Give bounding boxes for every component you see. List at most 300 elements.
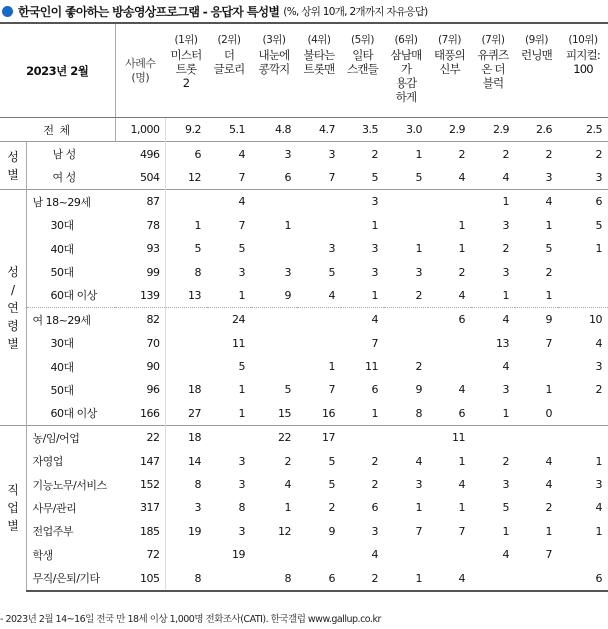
footnote: - 2023년 2월 14~16일 전국 만 18세 이상 1,000명 전화조사(CATI). 한국갤럽 www.gallup.co.kr — [0, 614, 381, 625]
value-cell — [428, 543, 471, 566]
value-cell: 4 — [341, 308, 384, 332]
value-cell: 7 — [415, 524, 423, 538]
value-cell: 12 — [188, 170, 202, 184]
value-cell: 4 — [502, 548, 510, 562]
value-cell: 5.1 — [229, 123, 246, 137]
row-label: 학생 — [32, 548, 53, 562]
value-cell: 4 — [207, 190, 251, 214]
row-label: 자영업 — [32, 455, 63, 469]
value-cell — [251, 355, 297, 378]
value-cell: 27 — [188, 406, 202, 420]
value-cell: 1 — [595, 242, 603, 256]
value-cell: 1 — [238, 288, 246, 302]
value-cell: 3 — [238, 478, 246, 492]
program-name-line: 런닝맨 — [521, 48, 552, 62]
value-cell: 1 — [384, 142, 428, 166]
program-name-line: 100 — [573, 62, 593, 76]
value-cell: 1 — [471, 190, 515, 214]
value-cell: 6 — [428, 308, 471, 332]
value-cell — [515, 566, 558, 590]
value-cell: 3 — [415, 478, 423, 492]
sample-size: 99 — [115, 260, 165, 283]
value-cell: 1 — [502, 524, 510, 538]
value-cell: 3 — [502, 383, 510, 397]
sample-size: 72 — [115, 543, 165, 566]
value-cell: 2 — [371, 454, 379, 468]
row-label: 60대 이상 — [50, 407, 97, 421]
value-cell: 2 — [558, 142, 608, 166]
value-cell: 2 — [502, 242, 510, 256]
value-cell: 8 — [251, 566, 297, 590]
program-name-line: 하게 — [395, 90, 417, 104]
value-cell: 3 — [502, 478, 510, 492]
value-cell: 7 — [238, 218, 246, 232]
value-cell: 7 — [371, 336, 379, 350]
value-cell: 7 — [545, 548, 553, 562]
row-label: 30대 — [50, 337, 74, 351]
value-cell: 1 — [545, 288, 553, 302]
program-header-4 — [297, 23, 341, 118]
value-cell: 3 — [371, 242, 379, 256]
value-cell: 13 — [496, 336, 510, 350]
program-name-line: 글로리 — [213, 62, 245, 76]
program-name-line: 불타는 — [303, 48, 335, 62]
value-cell: 2.9 — [449, 123, 466, 137]
value-cell: 1 — [384, 566, 428, 590]
value-cell — [471, 426, 515, 450]
value-cell — [165, 543, 207, 566]
value-cell: 17 — [297, 426, 341, 450]
program-header-5 — [341, 23, 384, 118]
program-header-10 — [558, 23, 608, 118]
total-label: 전 체 — [0, 118, 115, 142]
program-name-line: 태풍의 — [434, 48, 465, 62]
value-cell: 5 — [238, 360, 246, 374]
value-cell: 1 — [371, 406, 379, 420]
row-label: 기능노무/서비스 — [32, 478, 107, 492]
sample-size: 82 — [115, 308, 165, 332]
table-row — [0, 402, 608, 426]
sample-size: 70 — [115, 332, 165, 355]
row-label: 남 성 — [26, 142, 115, 166]
value-cell — [384, 543, 428, 566]
value-cell — [207, 566, 251, 590]
value-cell: 1 — [545, 218, 553, 232]
value-cell: 7 — [545, 336, 553, 350]
value-cell: 10 — [558, 308, 608, 332]
value-cell: 1 — [545, 524, 553, 538]
table-row — [0, 566, 608, 590]
program-header-9 — [515, 23, 558, 118]
program-rank: (2위) — [217, 34, 241, 46]
program-header-6 — [384, 23, 428, 118]
value-cell — [471, 566, 515, 590]
value-cell: 5 — [371, 170, 379, 184]
value-cell: 1 — [458, 454, 466, 468]
value-cell — [165, 190, 207, 214]
value-cell — [558, 284, 608, 308]
table-row — [0, 190, 608, 214]
value-cell: 6 — [458, 406, 466, 420]
value-cell: 1 — [502, 406, 510, 420]
value-cell: 4 — [371, 548, 379, 562]
program-name-line: 2 — [182, 76, 190, 90]
value-cell: 5 — [502, 501, 510, 515]
value-cell — [297, 190, 341, 214]
value-cell — [558, 426, 608, 450]
table-row — [0, 426, 608, 450]
value-cell: 4.8 — [275, 123, 292, 137]
value-cell: 1 — [458, 218, 466, 232]
value-cell: 3 — [238, 265, 246, 279]
value-cell: 3 — [595, 360, 603, 374]
row-label: 전업주부 — [32, 525, 74, 539]
value-cell: 8 — [194, 265, 202, 279]
value-cell: 22 — [251, 426, 297, 450]
value-cell: 2 — [371, 478, 379, 492]
value-cell: 4 — [515, 190, 558, 214]
bullet-dot-icon — [2, 6, 13, 17]
table-row — [0, 355, 608, 378]
value-cell: 1 — [415, 242, 423, 256]
value-cell: 4.7 — [319, 123, 336, 137]
value-cell: 3 — [545, 170, 553, 184]
value-cell — [297, 214, 341, 237]
value-cell: 1 — [371, 288, 379, 302]
sample-size: 1,000 — [115, 118, 165, 142]
table-row — [0, 308, 608, 332]
program-rank: (3위) — [262, 34, 286, 46]
value-cell — [251, 543, 297, 566]
program-name-line: 신부 — [439, 62, 460, 76]
value-cell: 3 — [297, 142, 341, 166]
value-cell — [428, 355, 471, 378]
value-cell — [558, 260, 608, 283]
value-cell — [251, 190, 297, 214]
value-cell: 4 — [458, 478, 466, 492]
value-cell: 8 — [238, 501, 246, 515]
value-cell: 3 — [415, 265, 423, 279]
value-cell: 13 — [188, 288, 202, 302]
program-header-2 — [207, 23, 251, 118]
chart-title — [0, 0, 608, 22]
table-row — [0, 449, 608, 472]
value-cell — [558, 543, 608, 566]
row-label: 40대 — [50, 242, 74, 256]
value-cell: 11 — [428, 426, 471, 450]
value-cell: 0 — [545, 406, 553, 420]
value-cell: 2.9 — [493, 123, 510, 137]
table-row — [0, 473, 608, 496]
count-unit: (명) — [131, 70, 150, 84]
value-cell: 9.2 — [185, 123, 202, 137]
table-row — [0, 142, 608, 166]
value-cell: 2 — [515, 142, 558, 166]
value-cell: 3 — [238, 454, 246, 468]
value-cell: 18 — [165, 426, 207, 450]
row-label: 30대 — [50, 219, 74, 233]
row-label: 무직/은퇴/기타 — [26, 566, 115, 590]
value-cell: 4 — [471, 308, 515, 332]
value-cell: 19 — [232, 548, 246, 562]
row-label: 40대 — [50, 360, 74, 374]
value-cell: 5 — [238, 242, 246, 256]
value-cell: 2 — [458, 265, 466, 279]
program-rank: (6위) — [394, 34, 418, 46]
table-row — [0, 284, 608, 308]
value-cell: 5 — [284, 383, 292, 397]
group-label-age-gender: 성 / 연 령 별 — [0, 190, 26, 426]
value-cell: 1 — [238, 406, 246, 420]
program-name-line: 더 — [223, 48, 235, 62]
value-cell: 16 — [322, 406, 336, 420]
value-cell: 2.5 — [586, 123, 603, 137]
value-cell: 8 — [165, 566, 207, 590]
value-cell: 3 — [284, 265, 292, 279]
value-cell — [165, 308, 207, 332]
program-rank: (4위) — [307, 34, 331, 46]
value-cell: 2 — [284, 454, 292, 468]
total-row — [0, 118, 608, 142]
program-header-8 — [471, 23, 515, 118]
program-name-line: 내눈에 — [258, 48, 290, 62]
value-cell: 1 — [238, 383, 246, 397]
sample-size: 317 — [115, 496, 165, 519]
table-row — [0, 332, 608, 355]
value-cell — [384, 332, 428, 355]
value-cell: 6 — [371, 383, 379, 397]
value-cell: 5 — [328, 478, 336, 492]
value-cell: 4 — [458, 383, 466, 397]
value-cell: 4 — [545, 454, 553, 468]
value-cell: 2 — [415, 360, 423, 374]
sample-size: 78 — [115, 214, 165, 237]
row-label: 사무/관리 — [32, 501, 77, 515]
value-cell: 3 — [595, 170, 603, 184]
value-cell — [384, 214, 428, 237]
header-row — [0, 23, 608, 118]
program-name-line: 미스터 — [170, 48, 202, 62]
value-cell: 9 — [328, 524, 336, 538]
program-name-line: 콩깍지 — [258, 62, 290, 76]
value-cell: 1 — [328, 360, 336, 374]
sample-size: 504 — [115, 166, 165, 190]
program-name-line: 스캔들 — [347, 62, 378, 76]
value-cell: 3.0 — [406, 123, 423, 137]
value-cell — [341, 426, 384, 450]
value-cell: 24 — [207, 308, 251, 332]
sample-size: 166 — [115, 402, 165, 426]
value-cell: 7 — [238, 170, 246, 184]
value-cell: 2 — [328, 501, 336, 515]
count-label: 사례수 — [125, 56, 156, 70]
value-cell: 3 — [371, 265, 379, 279]
value-cell: 1 — [194, 218, 202, 232]
value-cell: 4 — [545, 478, 553, 492]
value-cell — [428, 332, 471, 355]
value-cell — [251, 308, 297, 332]
value-cell — [515, 426, 558, 450]
value-cell: 4 — [428, 566, 471, 590]
value-cell: 4 — [207, 142, 251, 166]
value-cell: 6 — [558, 190, 608, 214]
value-cell: 6 — [558, 566, 608, 590]
value-cell: 2 — [341, 566, 384, 590]
value-cell: 1 — [458, 242, 466, 256]
value-cell: 9 — [515, 308, 558, 332]
sample-size: 496 — [115, 142, 165, 166]
sample-size: 22 — [115, 426, 165, 450]
program-name-line: 피지컬: — [566, 48, 601, 62]
value-cell: 2 — [415, 288, 423, 302]
value-cell: 7 — [458, 524, 466, 538]
table-row — [0, 543, 608, 566]
sample-size: 152 — [115, 473, 165, 496]
value-cell — [428, 190, 471, 214]
program-name-line: 트롯 — [175, 62, 197, 76]
table-row — [0, 237, 608, 260]
value-cell: 15 — [278, 406, 292, 420]
value-cell: 9 — [415, 383, 423, 397]
row-label: 남 18~29세 — [26, 190, 115, 214]
program-rank: (7위) — [438, 34, 462, 46]
value-cell: 4 — [595, 501, 603, 515]
value-cell: 3 — [251, 142, 297, 166]
value-cell: 11 — [232, 336, 246, 350]
count-header — [115, 23, 165, 118]
value-cell: 1 — [458, 501, 466, 515]
value-cell: 3 — [595, 478, 603, 492]
program-name-line: 트롯맨 — [303, 62, 335, 76]
value-cell: 6 — [371, 501, 379, 515]
program-rank: (5위) — [351, 34, 375, 46]
sample-size: 105 — [115, 566, 165, 590]
group-label-gender: 성 별 — [0, 142, 26, 190]
sample-size: 147 — [115, 449, 165, 472]
value-cell: 4 — [595, 336, 603, 350]
value-cell: 4 — [328, 288, 336, 302]
sample-size: 185 — [115, 520, 165, 543]
segment-header: 2023년 2월 — [0, 23, 115, 118]
value-cell — [165, 332, 207, 355]
program-name-line: 삼남매 — [390, 48, 422, 62]
sample-size: 90 — [115, 355, 165, 378]
sample-size: 139 — [115, 284, 165, 308]
value-cell: 3 — [502, 265, 510, 279]
program-name-line: 블럭 — [482, 76, 504, 90]
value-cell — [251, 237, 297, 260]
sample-size: 96 — [115, 378, 165, 401]
row-label: 50대 — [50, 266, 74, 280]
value-cell: 9 — [284, 288, 292, 302]
row-label: 여 성 — [52, 171, 76, 185]
sample-size: 93 — [115, 237, 165, 260]
program-name-line: 유퀴즈 — [477, 48, 509, 62]
value-cell: 6 — [284, 170, 292, 184]
title-main: 한국인이 좋아하는 방송영상프로그램 - 응답자 특성별 — [18, 4, 280, 19]
value-cell — [384, 308, 428, 332]
value-cell: 2 — [545, 501, 553, 515]
table-row — [0, 520, 608, 543]
value-cell: 5 — [328, 265, 336, 279]
value-cell — [165, 355, 207, 378]
value-cell: 7 — [328, 383, 336, 397]
table-row — [0, 166, 608, 190]
value-cell: 2.6 — [536, 123, 553, 137]
program-header-1 — [165, 23, 207, 118]
value-cell: 2 — [471, 142, 515, 166]
value-cell — [515, 355, 558, 378]
value-cell: 1 — [371, 218, 379, 232]
value-cell: 5 — [595, 218, 603, 232]
value-cell: 6 — [165, 142, 207, 166]
table-row — [0, 260, 608, 283]
value-cell: 1 — [545, 383, 553, 397]
row-label: 50대 — [50, 383, 74, 397]
row-label: 60대 이상 — [50, 289, 97, 303]
value-cell: 14 — [188, 454, 202, 468]
value-cell: 2 — [428, 142, 471, 166]
program-name-line: 용감 — [395, 76, 417, 90]
value-cell: 5 — [194, 242, 202, 256]
value-cell: 8 — [415, 406, 423, 420]
value-cell — [207, 426, 251, 450]
table-row — [0, 378, 608, 401]
program-rank: (7위) — [481, 34, 505, 46]
value-cell — [384, 426, 428, 450]
value-cell: 3 — [371, 524, 379, 538]
value-cell: 2 — [341, 142, 384, 166]
results-table — [0, 22, 608, 592]
program-name-line: 일타 — [352, 48, 373, 62]
value-cell: 8 — [194, 478, 202, 492]
value-cell: 3.5 — [362, 123, 379, 137]
value-cell: 5 — [545, 242, 553, 256]
value-cell: 3 — [502, 218, 510, 232]
value-cell: 4 — [502, 360, 510, 374]
value-cell: 3 — [194, 501, 202, 515]
program-header-7 — [428, 23, 471, 118]
value-cell: 1 — [502, 288, 510, 302]
program-rank: (1위) — [174, 34, 198, 46]
table-row — [0, 214, 608, 237]
row-label: 여 18~29세 — [26, 308, 115, 332]
value-cell — [558, 402, 608, 426]
sample-size: 87 — [115, 190, 165, 214]
value-cell: 4 — [458, 288, 466, 302]
value-cell: 1 — [284, 501, 292, 515]
value-cell — [384, 190, 428, 214]
value-cell: 3 — [328, 242, 336, 256]
row-label: 농/임/어업 — [26, 426, 115, 450]
value-cell: 19 — [188, 524, 202, 538]
value-cell: 7 — [328, 170, 336, 184]
program-name-line: 온 더 — [481, 62, 505, 76]
value-cell — [297, 332, 341, 355]
program-rank: (10위) — [568, 34, 598, 46]
program-header-3 — [251, 23, 297, 118]
value-cell: 5 — [415, 170, 423, 184]
value-cell: 4 — [458, 170, 466, 184]
value-cell: 2 — [502, 454, 510, 468]
value-cell: 5 — [328, 454, 336, 468]
value-cell: 4 — [284, 478, 292, 492]
title-subtitle: (%, 상위 10개, 2개까지 자유응답) — [283, 5, 428, 18]
value-cell: 11 — [365, 360, 379, 374]
value-cell: 3 — [238, 524, 246, 538]
value-cell: 2 — [545, 265, 553, 279]
value-cell: 12 — [278, 524, 292, 538]
